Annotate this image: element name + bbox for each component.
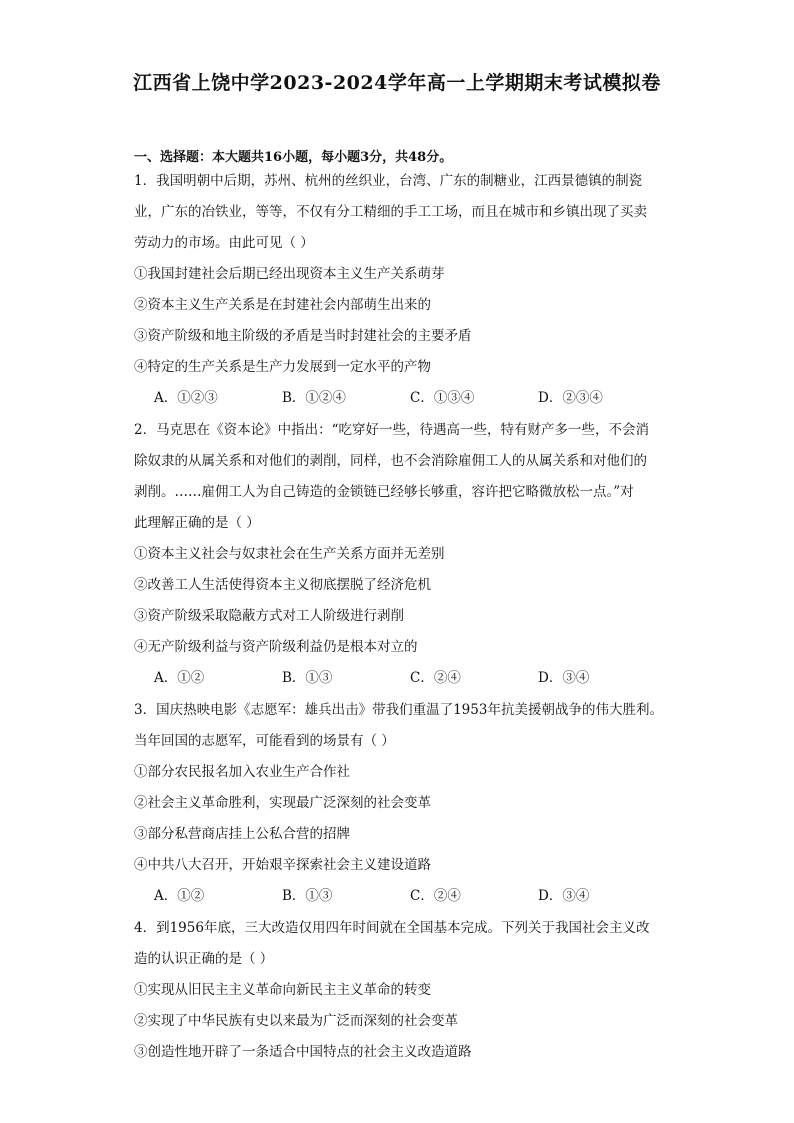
question-3-statement: ③部分私营商店挂上公私合营的招牌 (134, 826, 350, 842)
option-c: C．①③④ (410, 390, 475, 406)
page-title: 江西省上饶中学2023-2024学年高一上学期期末考试模拟卷 (133, 72, 661, 94)
question-1-options (134, 383, 666, 414)
question-4-statement: ②实现了中华民族有史以来最为广泛而深刻的社会变革 (134, 1013, 458, 1029)
option-a: A．①② (154, 670, 205, 686)
option-d: D．②③④ (538, 390, 603, 406)
option-b: B．①②④ (282, 390, 346, 406)
question-1-stem-line: 劳动力的市场。由此可见（ ） (134, 235, 314, 251)
question-1-statement: ④特定的生产关系是生产力发展到一定水平的产物 (134, 359, 431, 375)
question-1-statement: ①我国封建社会后期已经出现资本主义生产关系萌芽 (134, 266, 445, 282)
question-2 (134, 415, 666, 694)
question-3-stem-line: 当年回国的志愿军，可能看到的场景有（ ） (134, 733, 395, 749)
question-1-stem-line: 1．我国明朝中后期，苏州、杭州的丝织业，台湾、广东的制糖业，江西景德镇的制瓷 (134, 173, 643, 189)
question-4 (134, 913, 666, 1068)
question-3 (134, 695, 666, 912)
question-2-stem-line: 此理解正确的是（ ） (134, 515, 260, 531)
question-2-statement: ④无产阶级利益与资产阶级利益仍是根本对立的 (134, 639, 418, 655)
option-d: D．③④ (538, 888, 590, 904)
question-3-statement: ④中共八大召开，开始艰辛探索社会主义建设道路 (134, 857, 431, 873)
question-1-stem-line: 业，广东的冶铁业，等等，不仅有分工精细的手工工场，而且在城市和乡镇出现了买卖 (134, 204, 647, 220)
question-2-stem-line: 除奴隶的从属关系和对他们的剥削，同样，也不会消除雇佣工人的从属关系和对他们的 (134, 453, 647, 469)
question-2-stem-line: 2．马克思在《资本论》中指出：“吃穿好一些，待遇高一些，特有财产多一些，不会消 (134, 422, 649, 438)
option-b: B．①③ (282, 888, 333, 904)
question-1-statement: ③资产阶级和地主阶级的矛盾是当时封建社会的主要矛盾 (134, 328, 472, 344)
option-a: A．①② (154, 888, 205, 904)
question-1-statement: ②资本主义生产关系是在封建社会内部萌生出来的 (134, 297, 431, 313)
question-3-statement: ①部分农民报名加入农业生产合作社 (134, 764, 350, 780)
option-b: B．①③ (282, 670, 333, 686)
option-a: A．①②③ (154, 390, 218, 406)
section-heading: 一、选择题：本大题共16小题，每小题3分，共48分。 (134, 150, 453, 165)
question-2-options (134, 663, 666, 694)
question-4-stem-line: 4．到1956年底，三大改造仅用四年时间就在全国基本完成。下列关于我国社会主义改 (134, 920, 650, 936)
option-c: C．②④ (410, 670, 461, 686)
question-4-statement: ③创造性地开辟了一条适合中国特点的社会主义改造道路 (134, 1044, 472, 1060)
question-1 (134, 166, 666, 414)
question-3-options (134, 881, 666, 912)
question-2-statement: ③资产阶级采取隐蔽方式对工人阶级进行剥削 (134, 608, 404, 624)
option-d: D．③④ (538, 670, 590, 686)
question-4-statement: ①实现从旧民主主义革命向新民主主义革命的转变 (134, 982, 431, 998)
question-3-statement: ②社会主义革命胜利，实现最广泛深刻的社会变革 (134, 795, 431, 811)
question-2-statement: ②改善工人生活使得资本主义彻底摆脱了经济危机 (134, 577, 431, 593)
question-3-stem-line: 3．国庆热映电影《志愿军：雄兵出击》带我们重温了1953年抗美援朝战争的伟大胜利。 (134, 702, 663, 718)
option-c: C．②④ (410, 888, 461, 904)
question-2-stem-line: 剥削。……雇佣工人为自己铸造的金锁链已经够长够重，容许把它略微放松一点。”对 (134, 484, 634, 500)
question-4-stem-line: 造的认识正确的是（ ） (134, 951, 274, 967)
question-2-statement: ①资本主义社会与奴隶社会在生产关系方面并无差别 (134, 546, 445, 562)
